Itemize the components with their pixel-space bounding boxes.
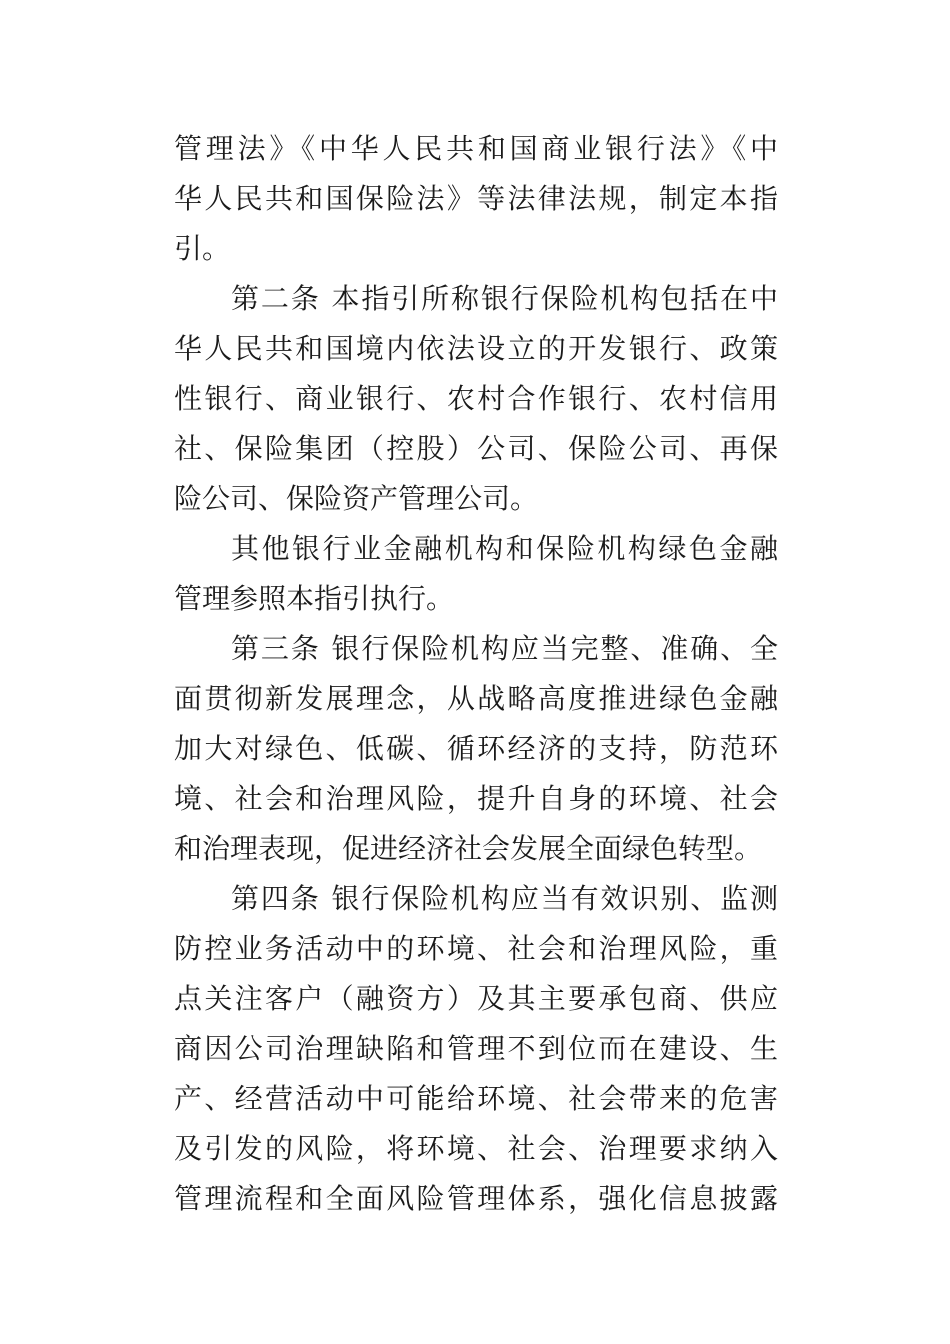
article-4-line: 第四条 银行保险机构应当有效识别、监测	[231, 882, 778, 915]
text-line: 加大对绿色、低碳、循环经济的支持，防范环	[174, 732, 778, 765]
text-line: 管理流程和全面风险管理体系，强化信息披露	[174, 1182, 778, 1215]
text-line: 及引发的风险，将环境、社会、治理要求纳入	[174, 1132, 778, 1165]
text-line: 产、经营活动中可能给环境、社会带来的危害	[174, 1082, 778, 1115]
text-line: 引。	[174, 232, 231, 265]
paragraph-line: 其他银行业金融机构和保险机构绿色金融	[231, 532, 778, 565]
article-2-line: 第二条 本指引所称银行保险机构包括在中	[231, 282, 778, 315]
text-line: 点关注客户（融资方）及其主要承包商、供应	[174, 982, 778, 1015]
article-3-line: 第三条 银行保险机构应当完整、准确、全	[231, 632, 778, 665]
text-line: 防控业务活动中的环境、社会和治理风险，重	[174, 932, 778, 965]
text-line: 管理法》《中华人民共和国商业银行法》《中	[174, 132, 778, 165]
document-page	[174, 124, 778, 1224]
text-line: 华人民共和国境内依法设立的开发银行、政策	[174, 332, 778, 365]
text-line: 华人民共和国保险法》等法律法规，制定本指	[174, 182, 778, 215]
text-line: 险公司、保险资产管理公司。	[174, 482, 539, 515]
text-line: 面贯彻新发展理念，从战略高度推进绿色金融	[174, 682, 778, 715]
text-line: 和治理表现，促进经济社会发展全面绿色转型。	[174, 832, 763, 865]
text-line: 境、社会和治理风险，提升自身的环境、社会	[174, 782, 778, 815]
text-line: 商因公司治理缺陷和管理不到位而在建设、生	[174, 1032, 778, 1065]
text-line: 管理参照本指引执行。	[174, 582, 455, 615]
text-line: 社、保险集团（控股）公司、保险公司、再保	[174, 432, 778, 465]
text-line: 性银行、商业银行、农村合作银行、农村信用	[174, 382, 778, 415]
